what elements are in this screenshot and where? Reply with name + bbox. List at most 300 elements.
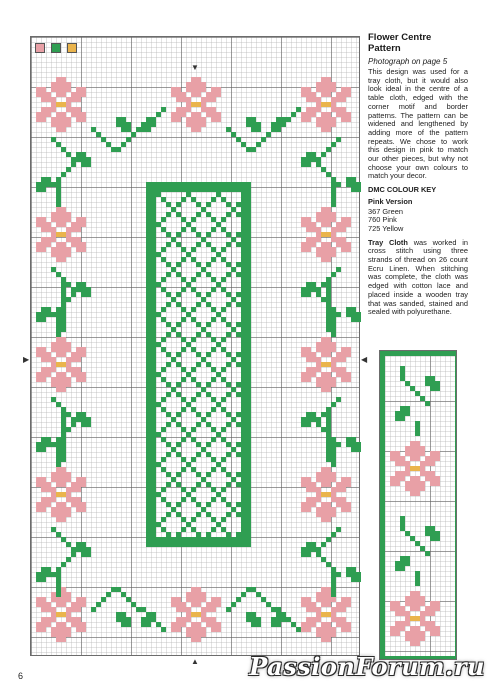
green-stitch <box>151 307 156 312</box>
green-stitch <box>221 247 226 252</box>
green-stitch <box>430 376 435 381</box>
pink-stitch <box>395 476 400 481</box>
pink-stitch <box>46 357 51 362</box>
green-stitch <box>226 262 231 267</box>
pink-stitch <box>390 631 395 636</box>
green-stitch <box>321 297 326 302</box>
green-stitch <box>151 207 156 212</box>
green-stitch <box>161 397 166 402</box>
pink-stitch <box>311 482 316 487</box>
pink-stitch <box>415 481 420 486</box>
green-stitch <box>246 387 251 392</box>
green-stitch <box>306 152 311 157</box>
green-stitch <box>161 407 166 412</box>
pink-stitch <box>415 641 420 646</box>
pink-stitch <box>326 637 331 642</box>
pink-stitch <box>326 517 331 522</box>
green-stitch <box>161 227 166 232</box>
green-stitch <box>191 527 196 532</box>
green-stitch <box>221 397 226 402</box>
green-stitch <box>425 526 430 531</box>
green-stitch <box>116 122 121 127</box>
green-stitch <box>151 257 156 262</box>
green-stitch <box>206 262 211 267</box>
green-stitch <box>206 412 211 417</box>
green-stitch <box>226 532 231 537</box>
pink-stitch <box>66 342 71 347</box>
green-stitch <box>380 556 385 561</box>
pink-stitch <box>206 607 211 612</box>
pink-stitch <box>425 456 430 461</box>
pink-stitch <box>435 626 440 631</box>
green-stitch <box>146 507 151 512</box>
green-stitch <box>171 267 176 272</box>
pink-stitch <box>81 372 86 377</box>
green-stitch <box>146 332 151 337</box>
green-stitch <box>151 287 156 292</box>
green-stitch <box>455 636 457 641</box>
green-stitch <box>191 287 196 292</box>
pink-stitch <box>321 387 326 392</box>
green-stitch <box>61 427 66 432</box>
green-stitch <box>356 182 361 187</box>
green-stitch <box>246 212 251 217</box>
pink-stitch <box>66 217 71 222</box>
green-stitch <box>405 381 410 386</box>
pink-stitch <box>405 611 410 616</box>
pink-stitch <box>61 482 66 487</box>
green-stitch <box>246 407 251 412</box>
pink-stitch <box>46 372 51 377</box>
green-stitch <box>161 437 166 442</box>
green-stitch <box>236 452 241 457</box>
pink-stitch <box>301 622 306 627</box>
green-stitch <box>346 442 351 447</box>
pink-stitch <box>51 252 56 257</box>
pink-stitch <box>66 512 71 517</box>
green-stitch <box>176 292 181 297</box>
green-stitch <box>206 392 211 397</box>
pink-stitch <box>56 512 61 517</box>
green-stitch <box>251 622 256 627</box>
pink-stitch <box>420 636 425 641</box>
pink-stitch <box>341 477 346 482</box>
pink-stitch <box>341 607 346 612</box>
pink-stitch <box>301 627 306 632</box>
green-stitch <box>131 132 136 137</box>
pink-stitch <box>71 602 76 607</box>
green-stitch <box>196 212 201 217</box>
green-stitch <box>126 137 131 142</box>
green-stitch <box>166 542 171 547</box>
green-stitch <box>246 367 251 372</box>
green-stitch <box>455 376 457 381</box>
green-stitch <box>146 327 151 332</box>
pink-stitch <box>46 112 51 117</box>
green-stitch <box>156 622 161 627</box>
green-stitch <box>236 542 241 547</box>
pink-stitch <box>346 87 351 92</box>
green-stitch <box>146 262 151 267</box>
green-stitch <box>206 272 211 277</box>
green-stitch <box>201 507 206 512</box>
pink-stitch <box>46 352 51 357</box>
green-stitch <box>186 187 191 192</box>
green-stitch <box>246 122 251 127</box>
pink-stitch <box>76 112 81 117</box>
pink-stitch <box>36 117 41 122</box>
green-stitch <box>226 392 231 397</box>
green-stitch <box>171 237 176 242</box>
green-stitch <box>81 282 86 287</box>
pink-stitch <box>76 247 81 252</box>
green-stitch <box>351 567 356 572</box>
green-stitch <box>380 406 385 411</box>
green-stitch <box>151 352 156 357</box>
green-stitch <box>276 122 281 127</box>
pink-stitch <box>326 502 331 507</box>
green-stitch <box>181 317 186 322</box>
green-stitch <box>81 292 86 297</box>
green-stitch <box>151 407 156 412</box>
pink-stitch <box>41 507 46 512</box>
green-stitch <box>380 451 385 456</box>
green-stitch <box>455 621 457 626</box>
green-stitch <box>326 277 331 282</box>
pink-stitch <box>76 482 81 487</box>
pink-stitch <box>36 222 41 227</box>
green-stitch <box>151 532 156 537</box>
pink-stitch <box>41 372 46 377</box>
green-stitch <box>146 202 151 207</box>
pink-stitch <box>306 622 311 627</box>
green-stitch <box>191 517 196 522</box>
yellow-swatch <box>67 43 77 53</box>
pink-stitch <box>56 637 61 642</box>
green-stitch <box>326 282 331 287</box>
green-stitch <box>331 182 336 187</box>
green-stitch <box>336 267 341 272</box>
green-stitch <box>246 187 251 192</box>
pink-stitch <box>66 102 71 107</box>
green-stitch <box>226 292 231 297</box>
green-stitch <box>246 182 251 187</box>
green-stitch <box>76 547 81 552</box>
pink-stitch <box>71 357 76 362</box>
green-stitch <box>276 617 281 622</box>
pink-stitch <box>331 477 336 482</box>
green-stitch <box>146 247 151 252</box>
green-stitch <box>191 497 196 502</box>
pink-stitch <box>51 97 56 102</box>
pink-stitch <box>390 481 395 486</box>
green-stitch <box>206 232 211 237</box>
green-stitch <box>106 592 111 597</box>
green-stitch <box>420 396 425 401</box>
pink-stitch <box>326 252 331 257</box>
pink-stitch <box>56 77 61 82</box>
pink-stitch <box>326 602 331 607</box>
green-stitch <box>76 152 81 157</box>
yellow-stitch <box>56 492 61 497</box>
pink-stitch <box>41 627 46 632</box>
pink-stitch <box>405 601 410 606</box>
pink-stitch <box>316 107 321 112</box>
pink-stitch <box>216 597 221 602</box>
pink-stitch <box>306 502 311 507</box>
green-stitch <box>356 447 361 452</box>
green-stitch <box>216 252 221 257</box>
pattern-description <box>368 32 468 322</box>
green-stitch <box>236 272 241 277</box>
pink-stitch <box>316 382 321 387</box>
pink-stitch <box>81 217 86 222</box>
green-stitch <box>206 502 211 507</box>
pink-stitch <box>46 107 51 112</box>
green-stitch <box>301 162 306 167</box>
pink-stitch <box>425 606 430 611</box>
green-stitch <box>251 117 256 122</box>
green-stitch <box>226 537 231 542</box>
green-stitch <box>326 437 331 442</box>
pink-stitch <box>321 502 326 507</box>
green-stitch <box>276 127 281 132</box>
green-stitch <box>196 542 201 547</box>
green-stitch <box>151 242 156 247</box>
green-stitch <box>306 422 311 427</box>
green-stitch <box>241 512 246 517</box>
green-stitch <box>151 232 156 237</box>
green-stitch <box>46 567 51 572</box>
pink-stitch <box>316 497 321 502</box>
pink-stitch <box>316 237 321 242</box>
pink-stitch <box>51 612 56 617</box>
green-stitch <box>331 322 336 327</box>
green-stitch <box>206 512 211 517</box>
green-stitch <box>246 272 251 277</box>
pink-stitch <box>81 347 86 352</box>
green-stitch <box>241 197 246 202</box>
pink-stitch <box>171 627 176 632</box>
pink-stitch <box>326 242 331 247</box>
green-stitch <box>241 302 246 307</box>
green-stitch <box>221 407 226 412</box>
green-stitch <box>246 497 251 502</box>
green-stitch <box>246 242 251 247</box>
green-stitch <box>211 182 216 187</box>
pink-stitch <box>316 472 321 477</box>
green-stitch <box>151 347 156 352</box>
green-stitch <box>186 462 191 467</box>
green-stitch <box>211 367 216 372</box>
green-stitch <box>201 542 206 547</box>
pink-stitch <box>211 92 216 97</box>
green-stitch <box>241 347 246 352</box>
pink-stitch <box>61 82 66 87</box>
green-stitch <box>326 302 331 307</box>
pink-stitch <box>61 342 66 347</box>
green-stitch <box>146 287 151 292</box>
green-stitch <box>400 521 405 526</box>
green-stitch <box>400 516 405 521</box>
green-stitch <box>151 312 156 317</box>
green-stitch <box>151 327 156 332</box>
green-stitch <box>380 411 385 416</box>
green-stitch <box>181 407 186 412</box>
green-stitch <box>211 377 216 382</box>
green-stitch <box>166 392 171 397</box>
green-stitch <box>221 317 226 322</box>
green-stitch <box>221 497 226 502</box>
green-stitch <box>61 422 66 427</box>
green-stitch <box>211 277 216 282</box>
green-stitch <box>455 476 457 481</box>
yellow-stitch <box>191 612 196 617</box>
green-stitch <box>56 402 61 407</box>
green-stitch <box>161 317 166 322</box>
pink-stitch <box>420 611 425 616</box>
pink-stitch <box>71 92 76 97</box>
green-stitch <box>316 287 321 292</box>
green-stitch <box>121 127 126 132</box>
green-stitch <box>241 242 246 247</box>
green-stitch <box>415 581 420 586</box>
pink-stitch <box>341 237 346 242</box>
green-stitch <box>116 612 121 617</box>
green-stitch <box>146 117 151 122</box>
pink-stitch <box>41 347 46 352</box>
pink-stitch <box>326 257 331 262</box>
pink-stitch <box>56 122 61 127</box>
pink-stitch <box>216 87 221 92</box>
green-stitch <box>156 192 161 197</box>
pink-stitch <box>56 467 61 472</box>
green-stitch <box>171 542 176 547</box>
pink-stitch <box>186 607 191 612</box>
pink-stitch <box>321 512 326 517</box>
green-stitch <box>380 436 385 441</box>
pink-stitch <box>181 92 186 97</box>
green-stitch <box>151 542 156 547</box>
pink-stitch <box>186 122 191 127</box>
pink-stitch <box>66 507 71 512</box>
green-stitch <box>156 372 161 377</box>
pink-stitch <box>76 502 81 507</box>
green-stitch <box>146 537 151 542</box>
pink-stitch <box>81 507 86 512</box>
green-stitch <box>455 551 457 556</box>
pink-stitch <box>81 622 86 627</box>
green-stitch <box>36 317 41 322</box>
pink-stitch <box>81 352 86 357</box>
pink-stitch <box>51 487 56 492</box>
green-stitch <box>241 542 246 547</box>
pink-stitch <box>395 601 400 606</box>
green-stitch <box>116 617 121 622</box>
pink-stitch <box>336 607 341 612</box>
pink-stitch <box>326 632 331 637</box>
pink-stitch <box>51 247 56 252</box>
pink-stitch <box>66 632 71 637</box>
green-stitch <box>231 237 236 242</box>
green-stitch <box>380 476 385 481</box>
green-stitch <box>246 517 251 522</box>
green-stitch <box>455 386 457 391</box>
pink-stitch <box>46 487 51 492</box>
green-stitch <box>206 182 211 187</box>
green-stitch <box>161 457 166 462</box>
green-stitch <box>241 337 246 342</box>
pink-stitch <box>71 237 76 242</box>
pink-stitch <box>301 352 306 357</box>
yellow-stitch <box>61 102 66 107</box>
green-stitch <box>151 427 156 432</box>
green-stitch <box>156 112 161 117</box>
green-stitch <box>96 602 101 607</box>
green-stitch <box>151 392 156 397</box>
green-stitch <box>171 297 176 302</box>
green-stitch <box>241 457 246 462</box>
green-stitch <box>356 572 361 577</box>
green-stitch <box>246 342 251 347</box>
green-stitch <box>181 517 186 522</box>
green-stitch <box>430 536 435 541</box>
green-stitch <box>151 267 156 272</box>
green-stitch <box>321 427 326 432</box>
pink-stitch <box>71 352 76 357</box>
pink-stitch <box>306 92 311 97</box>
pink-stitch <box>331 87 336 92</box>
yellow-stitch <box>56 612 61 617</box>
green-stitch <box>61 432 66 437</box>
pink-stitch <box>321 77 326 82</box>
green-stitch <box>191 197 196 202</box>
pink-stitch <box>306 97 311 102</box>
green-stitch <box>241 227 246 232</box>
green-stitch <box>126 622 131 627</box>
pink-stitch <box>321 122 326 127</box>
green-stitch <box>201 182 206 187</box>
pink-stitch <box>76 107 81 112</box>
green-stitch <box>380 401 385 406</box>
pink-stitch <box>61 207 66 212</box>
pink-stitch <box>66 347 71 352</box>
green-stitch <box>231 507 236 512</box>
green-stitch <box>241 462 246 467</box>
pink-stitch <box>51 512 56 517</box>
green-stitch <box>56 457 61 462</box>
pink-stitch <box>341 622 346 627</box>
green-stitch <box>151 402 156 407</box>
pink-stitch <box>331 107 336 112</box>
green-stitch <box>400 556 405 561</box>
green-stitch <box>176 412 181 417</box>
pink-stitch <box>326 247 331 252</box>
green-stitch <box>241 317 246 322</box>
pink-stitch <box>316 102 321 107</box>
pink-stitch <box>201 597 206 602</box>
green-stitch <box>231 357 236 362</box>
pink-stitch <box>316 362 321 367</box>
green-stitch <box>326 172 331 177</box>
green-stitch <box>166 362 171 367</box>
pink-stitch <box>405 631 410 636</box>
green-stitch <box>331 587 336 592</box>
green-stitch <box>146 442 151 447</box>
green-stitch <box>241 287 246 292</box>
green-stitch <box>196 392 201 397</box>
green-stitch <box>380 596 385 601</box>
